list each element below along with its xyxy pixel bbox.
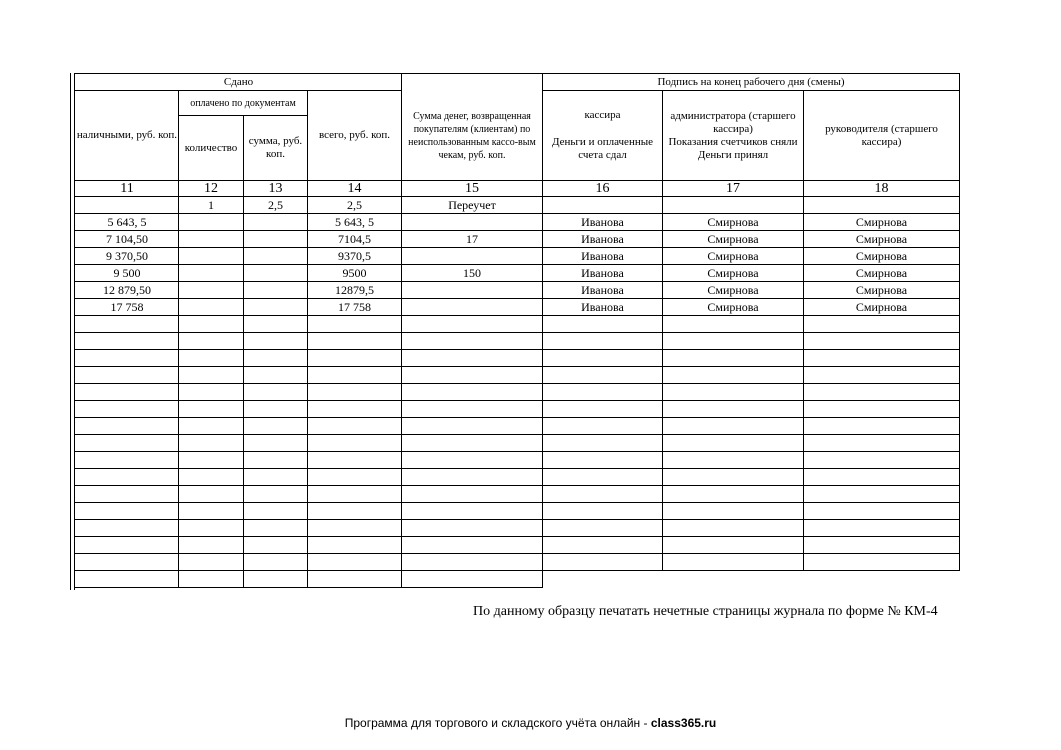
row-line — [75, 332, 960, 333]
table-cell: Смирнова — [855, 248, 908, 263]
table-cell: 5 643, 5 — [335, 214, 374, 229]
footer-site-link[interactable]: class365.ru — [650, 716, 717, 730]
table-cell: 12 879,50 — [103, 282, 151, 297]
row-line — [75, 417, 960, 418]
header-paid-by-documents: оплачено по документам — [190, 97, 296, 109]
table-cell: Смирнова — [855, 282, 908, 297]
table-cell: 9500 — [342, 265, 367, 280]
table-cell: 7104,5 — [338, 231, 371, 246]
row-line — [75, 434, 960, 435]
column-number: 12 — [204, 180, 218, 196]
header-cashier — [543, 91, 662, 180]
footer-text: Программа для торгового и складского учёта онлайн - — [344, 716, 651, 730]
column-number: 17 — [726, 180, 740, 196]
header-manager: руководителя (старшего кассира) — [825, 122, 938, 148]
table-cell: 1 — [208, 197, 214, 212]
row-line — [75, 502, 960, 503]
row-line — [75, 315, 960, 316]
table-cell: Смирнова — [707, 299, 759, 314]
table-cell — [402, 282, 542, 298]
table-cell: Смирнова — [707, 231, 759, 246]
header-cashier-label: кассира — [584, 109, 621, 121]
column-number: 18 — [874, 180, 889, 196]
table-cell — [244, 231, 307, 247]
table-cell — [244, 299, 307, 315]
table-cell: Иванова — [581, 248, 624, 263]
header-quantity: количество — [184, 141, 238, 154]
table-cell: Смирнова — [855, 231, 908, 246]
table-cell — [402, 299, 542, 315]
print-note: По данному образцу печатать нечетные страницы журнала по форме № КМ-4 — [473, 604, 938, 619]
column-number: 16 — [595, 180, 610, 196]
table-cell — [244, 248, 307, 264]
header-total: всего, руб. коп. — [319, 129, 390, 141]
header-admin-label: администратора (старшего кассира) — [670, 109, 796, 135]
table-cell: 12879,5 — [335, 282, 374, 297]
column-number: 15 — [465, 180, 479, 196]
table-cell — [244, 214, 307, 230]
header-returned: Сумма денег, возвращенная покупателям (клиентам) по неиспользованным кассо-вым чекам, руб. коп. — [408, 110, 536, 161]
table-cell: Смирнова — [707, 214, 759, 229]
table-cell: 17 — [466, 231, 478, 246]
table-cell — [179, 231, 243, 247]
table-bottom-border — [75, 587, 543, 588]
table-cell — [179, 248, 243, 264]
row-line — [75, 451, 960, 452]
table-cell: Смирнова — [707, 265, 759, 280]
table-cell: 7 104,50 — [106, 231, 148, 246]
table-cell: Иванова — [581, 265, 624, 280]
table-cell: 150 — [463, 265, 481, 280]
table-cell: 2,5 — [268, 197, 283, 212]
table-cell — [402, 248, 542, 264]
header-signature: Подпись на конец рабочего дня (смены) — [657, 75, 845, 88]
table-cell: Смирнова — [707, 248, 759, 263]
column-number: 11 — [120, 180, 134, 196]
column-number: 13 — [268, 180, 283, 196]
table-cell — [244, 282, 307, 298]
table-left-border — [70, 73, 75, 590]
table-cell: Смирнова — [707, 282, 759, 297]
header-admin — [663, 91, 803, 180]
table-cell: Смирнова — [855, 265, 908, 280]
table-cell — [543, 197, 662, 213]
table-cell: 9370,5 — [338, 248, 371, 263]
table-cell — [179, 214, 243, 230]
table-cell — [76, 197, 178, 213]
row-line — [75, 468, 960, 469]
row-line — [75, 519, 960, 520]
header-cash: наличными, руб. коп. — [76, 129, 178, 141]
header-cashier-note: Деньги и оплаченные счета сдал — [552, 136, 653, 161]
table-cell: 5 643, 5 — [107, 214, 147, 229]
table-cell — [244, 265, 307, 281]
table-cell — [179, 265, 243, 281]
table-cell: 17 758 — [110, 299, 144, 314]
table-cell — [402, 214, 542, 230]
table-cell: 9 500 — [113, 265, 141, 280]
row-line — [75, 349, 960, 350]
table-cell — [663, 197, 803, 213]
column-number: 14 — [347, 180, 362, 196]
header-sum: сумма, руб. коп. — [248, 135, 303, 160]
table-cell: Смирнова — [855, 299, 908, 314]
row-line — [75, 536, 960, 537]
header-admin-note-accepted: Деньги принял — [697, 148, 769, 161]
row-line — [75, 553, 960, 554]
row-line — [75, 485, 960, 486]
row-line — [75, 383, 960, 384]
table-cell: Иванова — [581, 214, 624, 229]
row-line — [75, 400, 960, 401]
table-cell: Иванова — [581, 231, 624, 246]
table-cell: Переучет — [448, 197, 496, 212]
row-line — [75, 366, 960, 367]
table-cell: Иванова — [581, 299, 624, 314]
table-cell: 2,5 — [347, 197, 362, 212]
footer — [0, 716, 1061, 730]
table-cell: Смирнова — [855, 214, 908, 229]
table-cell — [179, 282, 243, 298]
header-delivered: Сдано — [223, 75, 254, 88]
table-cell: 17 758 — [338, 299, 371, 314]
table-cell — [804, 197, 959, 213]
table-cell: Иванова — [581, 282, 624, 297]
table-cell: 9 370,50 — [106, 248, 148, 263]
row-line — [75, 570, 960, 571]
table-right-border — [959, 73, 960, 571]
table-cell — [179, 299, 243, 315]
header-admin-note-counters: Показания счетчиков сняли — [668, 135, 798, 148]
